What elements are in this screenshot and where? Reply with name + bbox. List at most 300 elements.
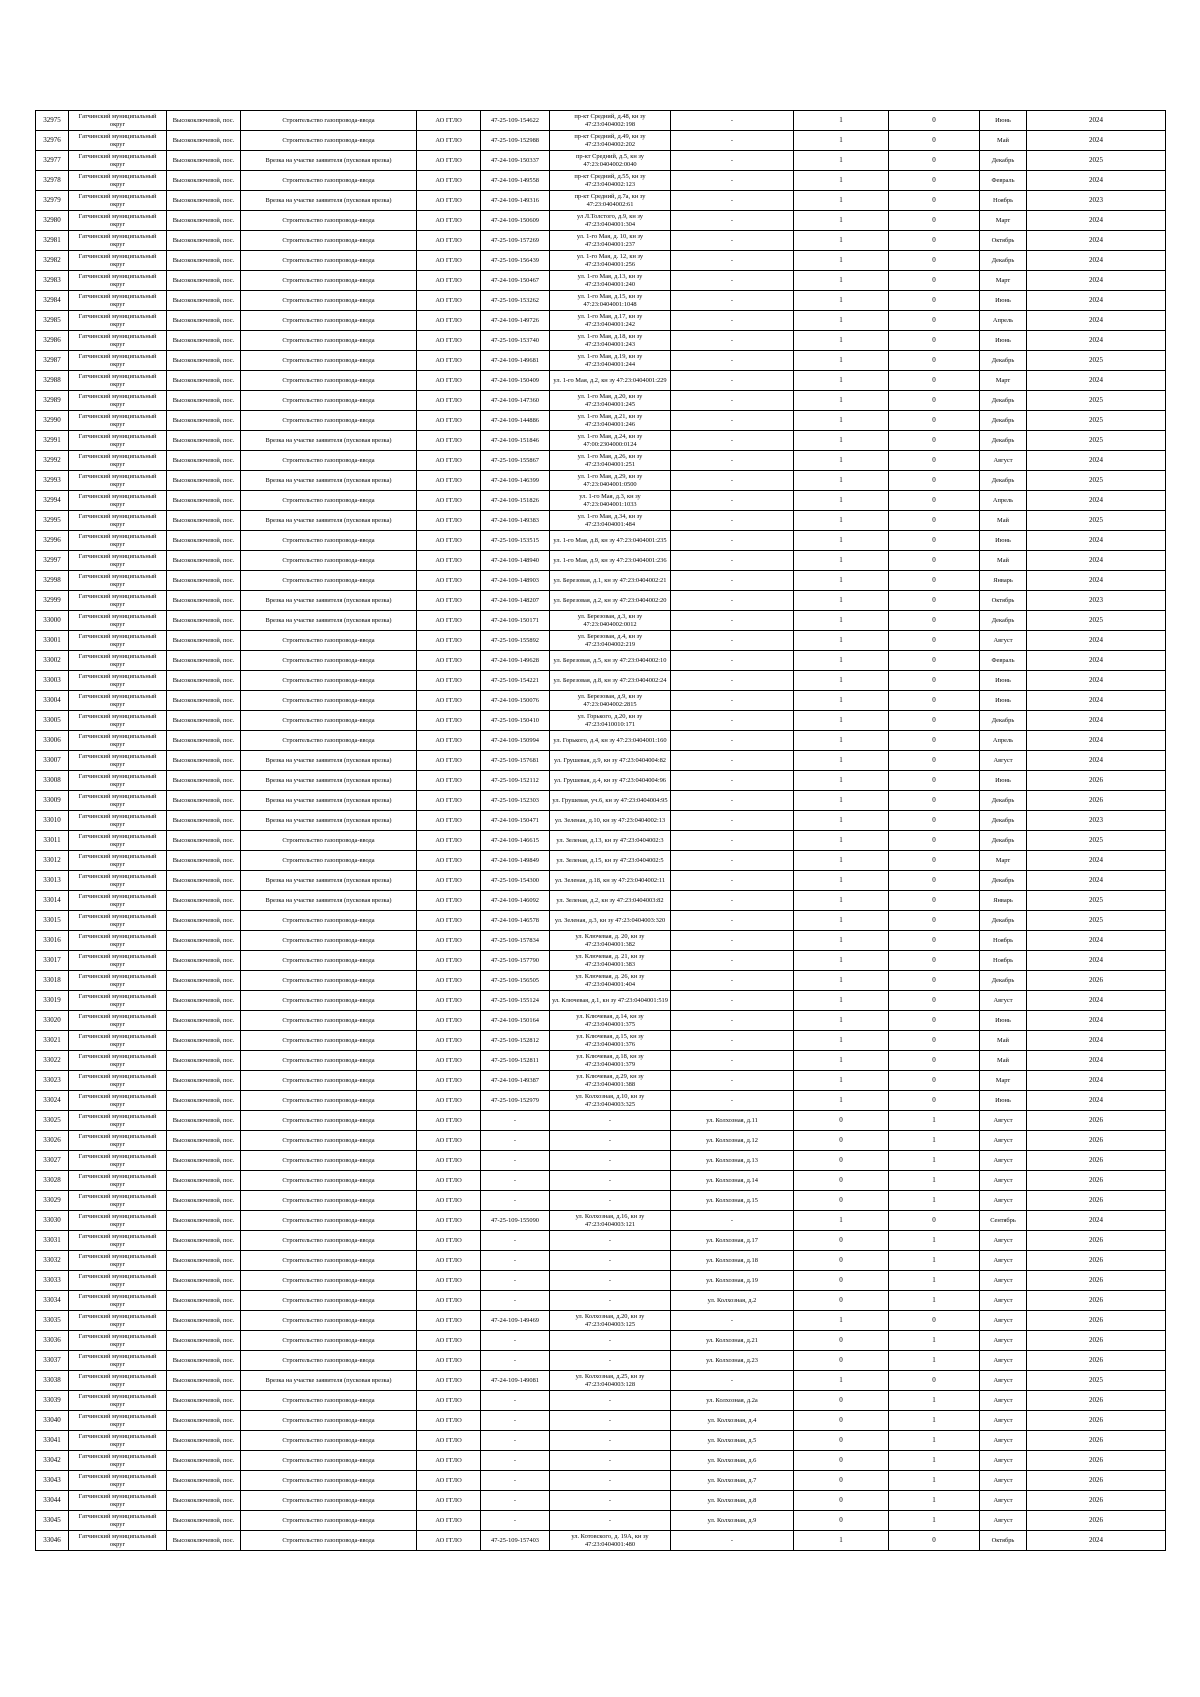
object-address-cell: ул. 1-го Мая, д.18, кн зу 47:23:0404001:243 xyxy=(550,331,671,351)
row-number-cell: 33006 xyxy=(36,731,69,751)
alt-count-cell: 0 xyxy=(889,1211,980,1231)
application-number-cell: 47-25-109-154622 xyxy=(481,111,550,131)
settlement-cell: Высокоключевой, пос. xyxy=(167,371,241,391)
count-cell: 1 xyxy=(794,831,889,851)
application-number-cell: 47-24-109-151826 xyxy=(481,491,550,511)
district-cell: Гатчинский муниципальный округ xyxy=(69,1491,167,1511)
month-cell: Август xyxy=(980,1151,1027,1171)
month-cell: Август xyxy=(980,1351,1027,1371)
table-row xyxy=(36,1131,1166,1151)
table-row xyxy=(36,831,1166,851)
district-cell: Гатчинский муниципальный округ xyxy=(69,1531,167,1551)
alt-count-cell: 0 xyxy=(889,291,980,311)
object-address-cell: ул. Колхозная, д.20, кн зу 47:23:0404003:125 xyxy=(550,1311,671,1331)
object-address-cell: ул. 1-го Мая, д.20, кн зу 47:23:0404001:245 xyxy=(550,391,671,411)
row-number-cell: 33011 xyxy=(36,831,69,851)
district-cell: Гатчинский муниципальный округ xyxy=(69,811,167,831)
organization-cell: АО ГГЛО xyxy=(417,691,481,711)
other-address-cell: ул. Колхозная, д.15 xyxy=(671,1191,794,1211)
table-row xyxy=(36,251,1166,271)
year-cell: 2026 xyxy=(1027,1131,1166,1151)
work-type-cell: Строительство газопровода-ввода xyxy=(241,711,417,731)
work-type-cell: Строительство газопровода-ввода xyxy=(241,271,417,291)
object-address-cell: - xyxy=(550,1391,671,1411)
organization-cell: АО ГГЛО xyxy=(417,611,481,631)
application-number-cell: - xyxy=(481,1151,550,1171)
table-row xyxy=(36,471,1166,491)
month-cell: Октябрь xyxy=(980,1531,1027,1551)
object-address-cell: - xyxy=(550,1271,671,1291)
work-type-cell: Врезка на участке заявителя (пусковая врезка) xyxy=(241,811,417,831)
organization-cell: АО ГГЛО xyxy=(417,1191,481,1211)
alt-count-cell: 0 xyxy=(889,571,980,591)
object-address-cell: - xyxy=(550,1191,671,1211)
count-cell: 1 xyxy=(794,911,889,931)
alt-count-cell: 0 xyxy=(889,711,980,731)
object-address-cell: ул. Грушевая, д.4, кн зу 47:23:0404004:96 xyxy=(550,771,671,791)
object-address-cell: ул. 1-го Мая, д.15, кн зу 47:23:0404001:1048 xyxy=(550,291,671,311)
row-number-cell: 32981 xyxy=(36,231,69,251)
alt-count-cell: 0 xyxy=(889,491,980,511)
other-address-cell: - xyxy=(671,691,794,711)
month-cell: Август xyxy=(980,1411,1027,1431)
table-row xyxy=(36,171,1166,191)
count-cell: 1 xyxy=(794,491,889,511)
row-number-cell: 33040 xyxy=(36,1411,69,1431)
count-cell: 1 xyxy=(794,331,889,351)
work-type-cell: Строительство газопровода-ввода xyxy=(241,1031,417,1051)
organization-cell: АО ГГЛО xyxy=(417,791,481,811)
work-type-cell: Строительство газопровода-ввода xyxy=(241,391,417,411)
object-address-cell: - xyxy=(550,1491,671,1511)
application-number-cell: 47-24-109-150171 xyxy=(481,611,550,631)
organization-cell: АО ГГЛО xyxy=(417,1511,481,1531)
other-address-cell: - xyxy=(671,651,794,671)
other-address-cell: - xyxy=(671,391,794,411)
year-cell: 2025 xyxy=(1027,391,1166,411)
month-cell: Декабрь xyxy=(980,791,1027,811)
object-address-cell: ул. 1-го Мая, д.29, кн зу 47:23:0404001:0500 xyxy=(550,471,671,491)
object-address-cell: ул. Ключевая, д.14, кн зу 47:23:0404001:375 xyxy=(550,1011,671,1031)
table-row xyxy=(36,691,1166,711)
alt-count-cell: 0 xyxy=(889,171,980,191)
object-address-cell: ул. Горького, д.20, кн зу 47:23:0410010:171 xyxy=(550,711,671,731)
application-number-cell: 47-25-109-152979 xyxy=(481,1091,550,1111)
object-address-cell: пр-кт Средний, д.5, кн зу 47:23:0404002:0040 xyxy=(550,151,671,171)
other-address-cell: ул. Колхозная, д.6 xyxy=(671,1451,794,1471)
work-type-cell: Строительство газопровода-ввода xyxy=(241,1011,417,1031)
settlement-cell: Высокоключевой, пос. xyxy=(167,631,241,651)
year-cell: 2025 xyxy=(1027,511,1166,531)
count-cell: 1 xyxy=(794,851,889,871)
object-address-cell: - xyxy=(550,1411,671,1431)
work-type-cell: Строительство газопровода-ввода xyxy=(241,1131,417,1151)
object-address-cell: - xyxy=(550,1471,671,1491)
alt-count-cell: 1 xyxy=(889,1331,980,1351)
row-number-cell: 32997 xyxy=(36,551,69,571)
object-address-cell: ул. 1-го Мая, д. 10, кн зу 47:23:0404001:237 xyxy=(550,231,671,251)
month-cell: Июнь xyxy=(980,771,1027,791)
application-number-cell: 47-25-109-152811 xyxy=(481,1051,550,1071)
work-type-cell: Строительство газопровода-ввода xyxy=(241,131,417,151)
year-cell: 2024 xyxy=(1027,1071,1166,1091)
count-cell: 1 xyxy=(794,511,889,531)
year-cell: 2026 xyxy=(1027,1171,1166,1191)
year-cell: 2024 xyxy=(1027,631,1166,651)
month-cell: Февраль xyxy=(980,651,1027,671)
document-page xyxy=(35,110,1165,1551)
other-address-cell: - xyxy=(671,751,794,771)
year-cell: 2025 xyxy=(1027,831,1166,851)
district-cell: Гатчинский муниципальный округ xyxy=(69,551,167,571)
row-number-cell: 33015 xyxy=(36,911,69,931)
district-cell: Гатчинский муниципальный округ xyxy=(69,431,167,451)
object-address-cell: ул. 1-го Мая, д.2, кн зу 47:23:0404001:229 xyxy=(550,371,671,391)
row-number-cell: 33028 xyxy=(36,1171,69,1191)
count-cell: 1 xyxy=(794,571,889,591)
district-cell: Гатчинский муниципальный округ xyxy=(69,1151,167,1171)
object-address-cell: пр-кт Средний, д.48, кн зу 47:23:0404002:198 xyxy=(550,111,671,131)
table-row xyxy=(36,1531,1166,1551)
table-row xyxy=(36,911,1166,931)
application-number-cell: - xyxy=(481,1291,550,1311)
work-type-cell: Строительство газопровода-ввода xyxy=(241,411,417,431)
table-row xyxy=(36,791,1166,811)
district-cell: Гатчинский муниципальный округ xyxy=(69,1111,167,1131)
table-row xyxy=(36,1111,1166,1131)
organization-cell: АО ГГЛО xyxy=(417,1311,481,1331)
month-cell: Август xyxy=(980,1131,1027,1151)
object-address-cell: ул. 1-го Мая, д. 12, кн зу 47:23:0404001:256 xyxy=(550,251,671,271)
month-cell: Декабрь xyxy=(980,831,1027,851)
settlement-cell: Высокоключевой, пос. xyxy=(167,1111,241,1131)
district-cell: Гатчинский муниципальный округ xyxy=(69,1071,167,1091)
month-cell: Август xyxy=(980,1431,1027,1451)
year-cell: 2024 xyxy=(1027,111,1166,131)
alt-count-cell: 0 xyxy=(889,211,980,231)
table-row xyxy=(36,1411,1166,1431)
month-cell: Август xyxy=(980,1191,1027,1211)
application-number-cell: 47-25-109-157790 xyxy=(481,951,550,971)
table-row xyxy=(36,651,1166,671)
other-address-cell: - xyxy=(671,771,794,791)
application-number-cell: - xyxy=(481,1131,550,1151)
alt-count-cell: 0 xyxy=(889,971,980,991)
district-cell: Гатчинский муниципальный округ xyxy=(69,1091,167,1111)
application-number-cell: 47-24-109-149849 xyxy=(481,851,550,871)
row-number-cell: 32983 xyxy=(36,271,69,291)
settlement-cell: Высокоключевой, пос. xyxy=(167,1271,241,1291)
settlement-cell: Высокоключевой, пос. xyxy=(167,911,241,931)
count-cell: 0 xyxy=(794,1451,889,1471)
row-number-cell: 33019 xyxy=(36,991,69,1011)
count-cell: 1 xyxy=(794,751,889,771)
other-address-cell: - xyxy=(671,371,794,391)
organization-cell: АО ГГЛО xyxy=(417,171,481,191)
row-number-cell: 32984 xyxy=(36,291,69,311)
count-cell: 0 xyxy=(794,1351,889,1371)
table-body xyxy=(36,111,1166,1551)
district-cell: Гатчинский муниципальный округ xyxy=(69,171,167,191)
other-address-cell: - xyxy=(671,1531,794,1551)
other-address-cell: - xyxy=(671,871,794,891)
district-cell: Гатчинский муниципальный округ xyxy=(69,231,167,251)
object-address-cell: ул. Зеленая, д.3, кн зу 47:23:0404003:320 xyxy=(550,911,671,931)
settlement-cell: Высокоключевой, пос. xyxy=(167,1031,241,1051)
row-number-cell: 33005 xyxy=(36,711,69,731)
other-address-cell: - xyxy=(671,331,794,351)
table-row xyxy=(36,751,1166,771)
month-cell: Март xyxy=(980,851,1027,871)
year-cell: 2024 xyxy=(1027,751,1166,771)
table-row xyxy=(36,851,1166,871)
work-type-cell: Врезка на участке заявителя (пусковая врезка) xyxy=(241,751,417,771)
row-number-cell: 33000 xyxy=(36,611,69,631)
district-cell: Гатчинский муниципальный округ xyxy=(69,991,167,1011)
alt-count-cell: 1 xyxy=(889,1431,980,1451)
count-cell: 1 xyxy=(794,391,889,411)
work-type-cell: Строительство газопровода-ввода xyxy=(241,851,417,871)
organization-cell: АО ГГЛО xyxy=(417,1411,481,1431)
year-cell: 2026 xyxy=(1027,1231,1166,1251)
organization-cell: АО ГГЛО xyxy=(417,851,481,871)
table-row xyxy=(36,1491,1166,1511)
settlement-cell: Высокоключевой, пос. xyxy=(167,931,241,951)
application-number-cell: 47-25-109-156505 xyxy=(481,971,550,991)
organization-cell: АО ГГЛО xyxy=(417,431,481,451)
settlement-cell: Высокоключевой, пос. xyxy=(167,1431,241,1451)
year-cell: 2024 xyxy=(1027,291,1166,311)
organization-cell: АО ГГЛО xyxy=(417,1011,481,1031)
district-cell: Гатчинский муниципальный округ xyxy=(69,1411,167,1431)
table-row xyxy=(36,891,1166,911)
alt-count-cell: 0 xyxy=(889,731,980,751)
work-type-cell: Строительство газопровода-ввода xyxy=(241,1311,417,1331)
work-type-cell: Строительство газопровода-ввода xyxy=(241,731,417,751)
row-number-cell: 33014 xyxy=(36,891,69,911)
table-row xyxy=(36,371,1166,391)
application-number-cell: 47-25-109-154221 xyxy=(481,671,550,691)
object-address-cell: ул. Котовского, д. 19А, кн зу 47:23:0404001:480 xyxy=(550,1531,671,1551)
settlement-cell: Высокоключевой, пос. xyxy=(167,1131,241,1151)
table-row xyxy=(36,1251,1166,1271)
district-cell: Гатчинский муниципальный округ xyxy=(69,131,167,151)
count-cell: 1 xyxy=(794,111,889,131)
row-number-cell: 33032 xyxy=(36,1251,69,1271)
alt-count-cell: 0 xyxy=(889,591,980,611)
alt-count-cell: 0 xyxy=(889,311,980,331)
year-cell: 2024 xyxy=(1027,231,1166,251)
district-cell: Гатчинский муниципальный округ xyxy=(69,111,167,131)
count-cell: 1 xyxy=(794,991,889,1011)
object-address-cell: ул. Зеленая, д.10, кн зу 47:23:0404002:13 xyxy=(550,811,671,831)
month-cell: Март xyxy=(980,371,1027,391)
other-address-cell: - xyxy=(671,251,794,271)
table-row xyxy=(36,531,1166,551)
organization-cell: АО ГГЛО xyxy=(417,631,481,651)
settlement-cell: Высокоключевой, пос. xyxy=(167,1511,241,1531)
month-cell: Декабрь xyxy=(980,811,1027,831)
other-address-cell: - xyxy=(671,231,794,251)
alt-count-cell: 0 xyxy=(889,931,980,951)
table-row xyxy=(36,331,1166,351)
other-address-cell: - xyxy=(671,1051,794,1071)
work-type-cell: Строительство газопровода-ввода xyxy=(241,1531,417,1551)
other-address-cell: ул. Колхозная, д.23 xyxy=(671,1351,794,1371)
object-address-cell: - xyxy=(550,1171,671,1191)
month-cell: Ноябрь xyxy=(980,931,1027,951)
alt-count-cell: 0 xyxy=(889,191,980,211)
work-type-cell: Врезка на участке заявителя (пусковая врезка) xyxy=(241,611,417,631)
month-cell: Май xyxy=(980,551,1027,571)
work-type-cell: Врезка на участке заявителя (пусковая врезка) xyxy=(241,471,417,491)
table-row xyxy=(36,671,1166,691)
district-cell: Гатчинский муниципальный округ xyxy=(69,931,167,951)
count-cell: 1 xyxy=(794,711,889,731)
count-cell: 1 xyxy=(794,631,889,651)
district-cell: Гатчинский муниципальный округ xyxy=(69,891,167,911)
organization-cell: АО ГГЛО xyxy=(417,511,481,531)
row-number-cell: 33025 xyxy=(36,1111,69,1131)
alt-count-cell: 1 xyxy=(889,1391,980,1411)
year-cell: 2026 xyxy=(1027,1451,1166,1471)
other-address-cell: - xyxy=(671,511,794,531)
district-cell: Гатчинский муниципальный округ xyxy=(69,531,167,551)
other-address-cell: - xyxy=(671,271,794,291)
month-cell: Август xyxy=(980,751,1027,771)
work-type-cell: Строительство газопровода-ввода xyxy=(241,991,417,1011)
year-cell: 2024 xyxy=(1027,851,1166,871)
application-number-cell: 47-25-109-155867 xyxy=(481,451,550,471)
district-cell: Гатчинский муниципальный округ xyxy=(69,151,167,171)
work-type-cell: Строительство газопровода-ввода xyxy=(241,951,417,971)
year-cell: 2024 xyxy=(1027,731,1166,751)
year-cell: 2024 xyxy=(1027,531,1166,551)
table-row xyxy=(36,1171,1166,1191)
organization-cell: АО ГГЛО xyxy=(417,871,481,891)
work-type-cell: Врезка на участке заявителя (пусковая врезка) xyxy=(241,771,417,791)
alt-count-cell: 0 xyxy=(889,511,980,531)
application-number-cell: 47-25-109-152988 xyxy=(481,131,550,151)
object-address-cell: пр-кт Средний, д.49, кн зу 47:23:0404002:202 xyxy=(550,131,671,151)
count-cell: 1 xyxy=(794,691,889,711)
count-cell: 1 xyxy=(794,211,889,231)
month-cell: Декабрь xyxy=(980,471,1027,491)
object-address-cell: ул. Ключевая, д.15, кн зу 47:23:0404001:376 xyxy=(550,1031,671,1051)
row-number-cell: 33002 xyxy=(36,651,69,671)
settlement-cell: Высокоключевой, пос. xyxy=(167,691,241,711)
row-number-cell: 32985 xyxy=(36,311,69,331)
other-address-cell: - xyxy=(671,1311,794,1331)
year-cell: 2023 xyxy=(1027,811,1166,831)
organization-cell: АО ГГЛО xyxy=(417,651,481,671)
alt-count-cell: 0 xyxy=(889,831,980,851)
alt-count-cell: 0 xyxy=(889,1011,980,1031)
settlement-cell: Высокоключевой, пос. xyxy=(167,411,241,431)
work-type-cell: Строительство газопровода-ввода xyxy=(241,1291,417,1311)
alt-count-cell: 0 xyxy=(889,1071,980,1091)
settlement-cell: Высокоключевой, пос. xyxy=(167,571,241,591)
row-number-cell: 33031 xyxy=(36,1231,69,1251)
work-type-cell: Строительство газопровода-ввода xyxy=(241,551,417,571)
district-cell: Гатчинский муниципальный округ xyxy=(69,1391,167,1411)
alt-count-cell: 0 xyxy=(889,691,980,711)
object-address-cell: ул. Ключевая, д. 26, кн зу 47:23:0404001:404 xyxy=(550,971,671,991)
settlement-cell: Высокоключевой, пос. xyxy=(167,1291,241,1311)
table-row xyxy=(36,511,1166,531)
work-type-cell: Врезка на участке заявителя (пусковая врезка) xyxy=(241,151,417,171)
application-number-cell: 47-25-109-157834 xyxy=(481,931,550,951)
work-type-cell: Строительство газопровода-ввода xyxy=(241,1351,417,1371)
work-type-cell: Строительство газопровода-ввода xyxy=(241,971,417,991)
alt-count-cell: 0 xyxy=(889,151,980,171)
settlement-cell: Высокоключевой, пос. xyxy=(167,1231,241,1251)
month-cell: Июнь xyxy=(980,531,1027,551)
month-cell: Март xyxy=(980,211,1027,231)
settlement-cell: Высокоключевой, пос. xyxy=(167,871,241,891)
application-number-cell: - xyxy=(481,1411,550,1431)
other-address-cell: ул. Колхозная, д.14 xyxy=(671,1171,794,1191)
settlement-cell: Высокоключевой, пос. xyxy=(167,731,241,751)
table-row xyxy=(36,271,1166,291)
alt-count-cell: 0 xyxy=(889,1311,980,1331)
other-address-cell: ул. Колхозная, д.9 xyxy=(671,1511,794,1531)
month-cell: Декабрь xyxy=(980,391,1027,411)
object-address-cell: ул. Зеленая, д.2, кн зу 47:23:0404003:82 xyxy=(550,891,671,911)
application-number-cell: 47-24-109-149081 xyxy=(481,1371,550,1391)
organization-cell: АО ГГЛО xyxy=(417,1051,481,1071)
year-cell: 2025 xyxy=(1027,151,1166,171)
other-address-cell: - xyxy=(671,471,794,491)
object-address-cell: ул. Березовая, д.2, кн зу 47:23:0404002:20 xyxy=(550,591,671,611)
table-row xyxy=(36,431,1166,451)
object-address-cell: - xyxy=(550,1231,671,1251)
settlement-cell: Высокоключевой, пос. xyxy=(167,151,241,171)
settlement-cell: Высокоключевой, пос. xyxy=(167,291,241,311)
year-cell: 2024 xyxy=(1027,551,1166,571)
month-cell: Декабрь xyxy=(980,611,1027,631)
row-number-cell: 32986 xyxy=(36,331,69,351)
month-cell: Декабрь xyxy=(980,971,1027,991)
month-cell: Август xyxy=(980,1231,1027,1251)
organization-cell: АО ГГЛО xyxy=(417,1351,481,1371)
object-address-cell: ул. Ключевая, д.1, кн зу 47:23:0404001:519 xyxy=(550,991,671,1011)
year-cell: 2024 xyxy=(1027,1051,1166,1071)
organization-cell: АО ГГЛО xyxy=(417,991,481,1011)
month-cell: Октябрь xyxy=(980,231,1027,251)
month-cell: Февраль xyxy=(980,171,1027,191)
settlement-cell: Высокоключевой, пос. xyxy=(167,1411,241,1431)
table-row xyxy=(36,351,1166,371)
settlement-cell: Высокоключевой, пос. xyxy=(167,611,241,631)
year-cell: 2024 xyxy=(1027,871,1166,891)
month-cell: Июнь xyxy=(980,331,1027,351)
organization-cell: АО ГГЛО xyxy=(417,491,481,511)
table-row xyxy=(36,931,1166,951)
alt-count-cell: 0 xyxy=(889,1051,980,1071)
count-cell: 1 xyxy=(794,951,889,971)
other-address-cell: - xyxy=(671,1371,794,1391)
row-number-cell: 33043 xyxy=(36,1471,69,1491)
application-number-cell: 47-25-109-155090 xyxy=(481,1211,550,1231)
organization-cell: АО ГГЛО xyxy=(417,571,481,591)
month-cell: Июнь xyxy=(980,671,1027,691)
alt-count-cell: 0 xyxy=(889,1531,980,1551)
organization-cell: АО ГГЛО xyxy=(417,311,481,331)
work-type-cell: Строительство газопровода-ввода xyxy=(241,1331,417,1351)
month-cell: Июнь xyxy=(980,291,1027,311)
year-cell: 2025 xyxy=(1027,351,1166,371)
